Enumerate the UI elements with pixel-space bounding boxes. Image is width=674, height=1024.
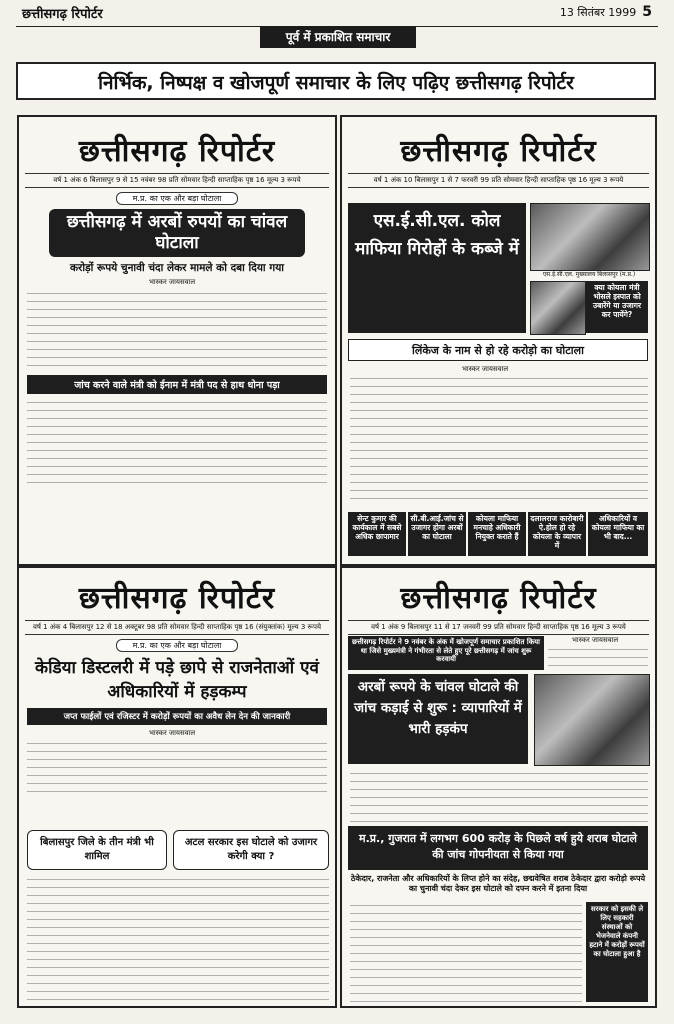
paper-name: छत्तीसगढ़ रिपोर्टर xyxy=(22,7,103,22)
body-text xyxy=(27,290,327,370)
body-text xyxy=(350,375,648,505)
highlight-cell: सेन्ट कुमार की कार्यकाल में सबसे अधिक छापामार xyxy=(348,512,406,556)
portrait-photo xyxy=(534,674,650,766)
highlight-box: बिलासपुर जिले के तीन मंत्री भी शामिल xyxy=(27,830,167,870)
page-number: 5 xyxy=(642,4,652,20)
body-text xyxy=(350,902,582,1002)
minister-photo xyxy=(530,281,586,335)
highlight-box: अटल सरकार इस घोटाले को उजागर करेगी क्या ? xyxy=(173,830,329,870)
clipping-logo: छत्तीसगढ़ रिपोर्टर xyxy=(78,581,276,616)
headline: अरबों रूपये के चांवल घोटाले की जांच कड़ाई से शुरू : व्यापारियों में भारी हड़कंप xyxy=(348,674,528,764)
subhead: लिंकेज के नाम से हो रहे करोड़ो का घोटाला xyxy=(348,339,648,361)
byline: भास्कर जायसवाल xyxy=(149,729,196,737)
secl-building-photo xyxy=(530,203,650,271)
subhead: जप्त फाईलों एवं रजिस्टर में करोड़ों रूपयों का अवैध लेन देन की जानकारी xyxy=(27,708,327,725)
body-text xyxy=(27,876,329,1000)
byline: भास्कर जायसवाल xyxy=(572,636,619,644)
body-text xyxy=(548,646,648,668)
body-text xyxy=(27,740,327,796)
subhead: करोड़ों रूपये चुनावी चंदा लेकर मामले को दबा दिया गया xyxy=(69,262,285,274)
byline: भास्कर जायसवाल xyxy=(462,365,509,373)
clipping-logo: छत्तीसगढ़ रिपोर्टर xyxy=(400,134,597,169)
kicker: म.प्र. का एक और बड़ा घोटाला xyxy=(116,639,238,652)
clipping-distillery-raid xyxy=(17,566,337,1008)
intro-box: छत्तीसगढ़ रिपोर्टर ने 9 नवंबर के अंक में खोजपूर्ण समाचार प्रकाशित किया था जिसे मुख्यमंत्री ने गंभीरता से लेते हुए पूरे छत्तीसगढ़ में जांच शुरू करवायी xyxy=(348,636,544,670)
clipping-coal-mafia xyxy=(340,115,657,566)
issue-date xyxy=(560,4,652,20)
clipping-rice-scam xyxy=(17,115,337,566)
clipping-liquor-scam xyxy=(340,566,657,1008)
date: 13 सितंबर 1999 xyxy=(559,6,637,19)
highlight-cell: अधिकारियों व कोयला माफिया का भी बाद... xyxy=(588,512,648,556)
highlight-cell: कोयला माफिया मनचाहे अधिकारी नियुक्त कराते हैं xyxy=(468,512,526,556)
highlight-cell: सी.बी.आई.जांच से उजागर होगा अरबों का घोटाला xyxy=(408,512,466,556)
issue-meta: वर्ष 1 अंक 6 बिलासपुर 9 से 15 नवंबर 98 प्रति सोमवार हिन्दी साप्ताहिक पृष्ठ 16 मूल्य 3 रूपये xyxy=(25,173,329,188)
second-subhead: ठेकेदार, राजनेता और अधिकारियों के लिप्त होने का संदेह, छद्मवेषित शराब ठेकेदार द्वारा करोड़ो रूपये का चुनावी चंदा देकर इस घोटाले को दफ्न करने में इतना दिया xyxy=(350,874,646,893)
issue-meta: वर्ष 1 अंक 10 बिलासपुर 1 से 7 फरवरी 99 प्रति सोमवार हिन्दी साप्ताहिक पृष्ठ 16 मूल्य 3 रूपये xyxy=(348,173,649,188)
clipping-logo: छत्तीसगढ़ रिपोर्टर xyxy=(78,134,276,169)
side-box: सरकार को इसकी ले लिए सहकारी संस्थाओं को भेजनेवाले कंपनी हटाने में करोड़ों रूपयों का घोटाला हुआ है xyxy=(586,902,648,1002)
kicker: म.प्र. का एक और बड़ा घोटाला xyxy=(116,192,238,205)
inner-headline: जांच करने वाले मंत्री को ईनाम में मंत्री पद से हाथ धोना पड़ा xyxy=(27,375,327,394)
body-text xyxy=(27,399,327,487)
side-box: क्या कोयला मंत्री भोसले इस्पात को उबारेंगे या उजागर कर पायेंगे? xyxy=(586,281,648,333)
headline: एस.ई.सी.एल. कोल माफिया गिरोहों के कब्जे में xyxy=(348,203,526,333)
photo-caption: एस.ई.सी.एल. मुख्यालय बिलासपुर (म.प्र.) xyxy=(542,271,636,278)
clipping-logo: छत्तीसगढ़ रिपोर्टर xyxy=(400,581,597,616)
tagline: निर्भिक, निष्पक्ष व खोजपूर्ण समाचार के लिए पढ़िए छत्तीसगढ़ रिपोर्टर xyxy=(16,62,656,100)
issue-meta: वर्ष 1 अंक 4 बिलासपुर 12 से 18 अक्टूबर 98 प्रति सोमवार हिन्दी साप्ताहिक पृष्ठ 16 (संयुक्तांक) मूल्य 3 रूपये xyxy=(25,620,329,635)
headline: केडिया डिस्टलरी में पड़े छापे से राजनेताओं एवं अधिकारियों में हड़कम्प xyxy=(35,658,319,702)
body-text xyxy=(350,770,648,822)
byline: भास्कर जायसवाल xyxy=(149,278,196,286)
section-banner: पूर्व में प्रकाशित समाचार xyxy=(260,26,416,48)
issue-meta: वर्ष 1 अंक 9 बिलासपुर 11 से 17 जनवरी 99 प्रति सोमवार हिन्दी साप्ताहिक पृष्ठ 16 मूल्य 3 रूपये xyxy=(348,620,649,635)
headline: छत्तीसगढ़ में अरबों रुपयों का चांवल घोटाला xyxy=(49,209,305,257)
second-headline: म.प्र., गुजरात में लगभग 600 करोड़ के पिछले वर्ष हुये शराब घोटाले की जांच गोपनीयता से किया गया xyxy=(348,826,648,870)
highlight-cell: दलालराज कारोबारी ऐ.होल हो रहे कोयला के व्यापार में xyxy=(528,512,586,556)
